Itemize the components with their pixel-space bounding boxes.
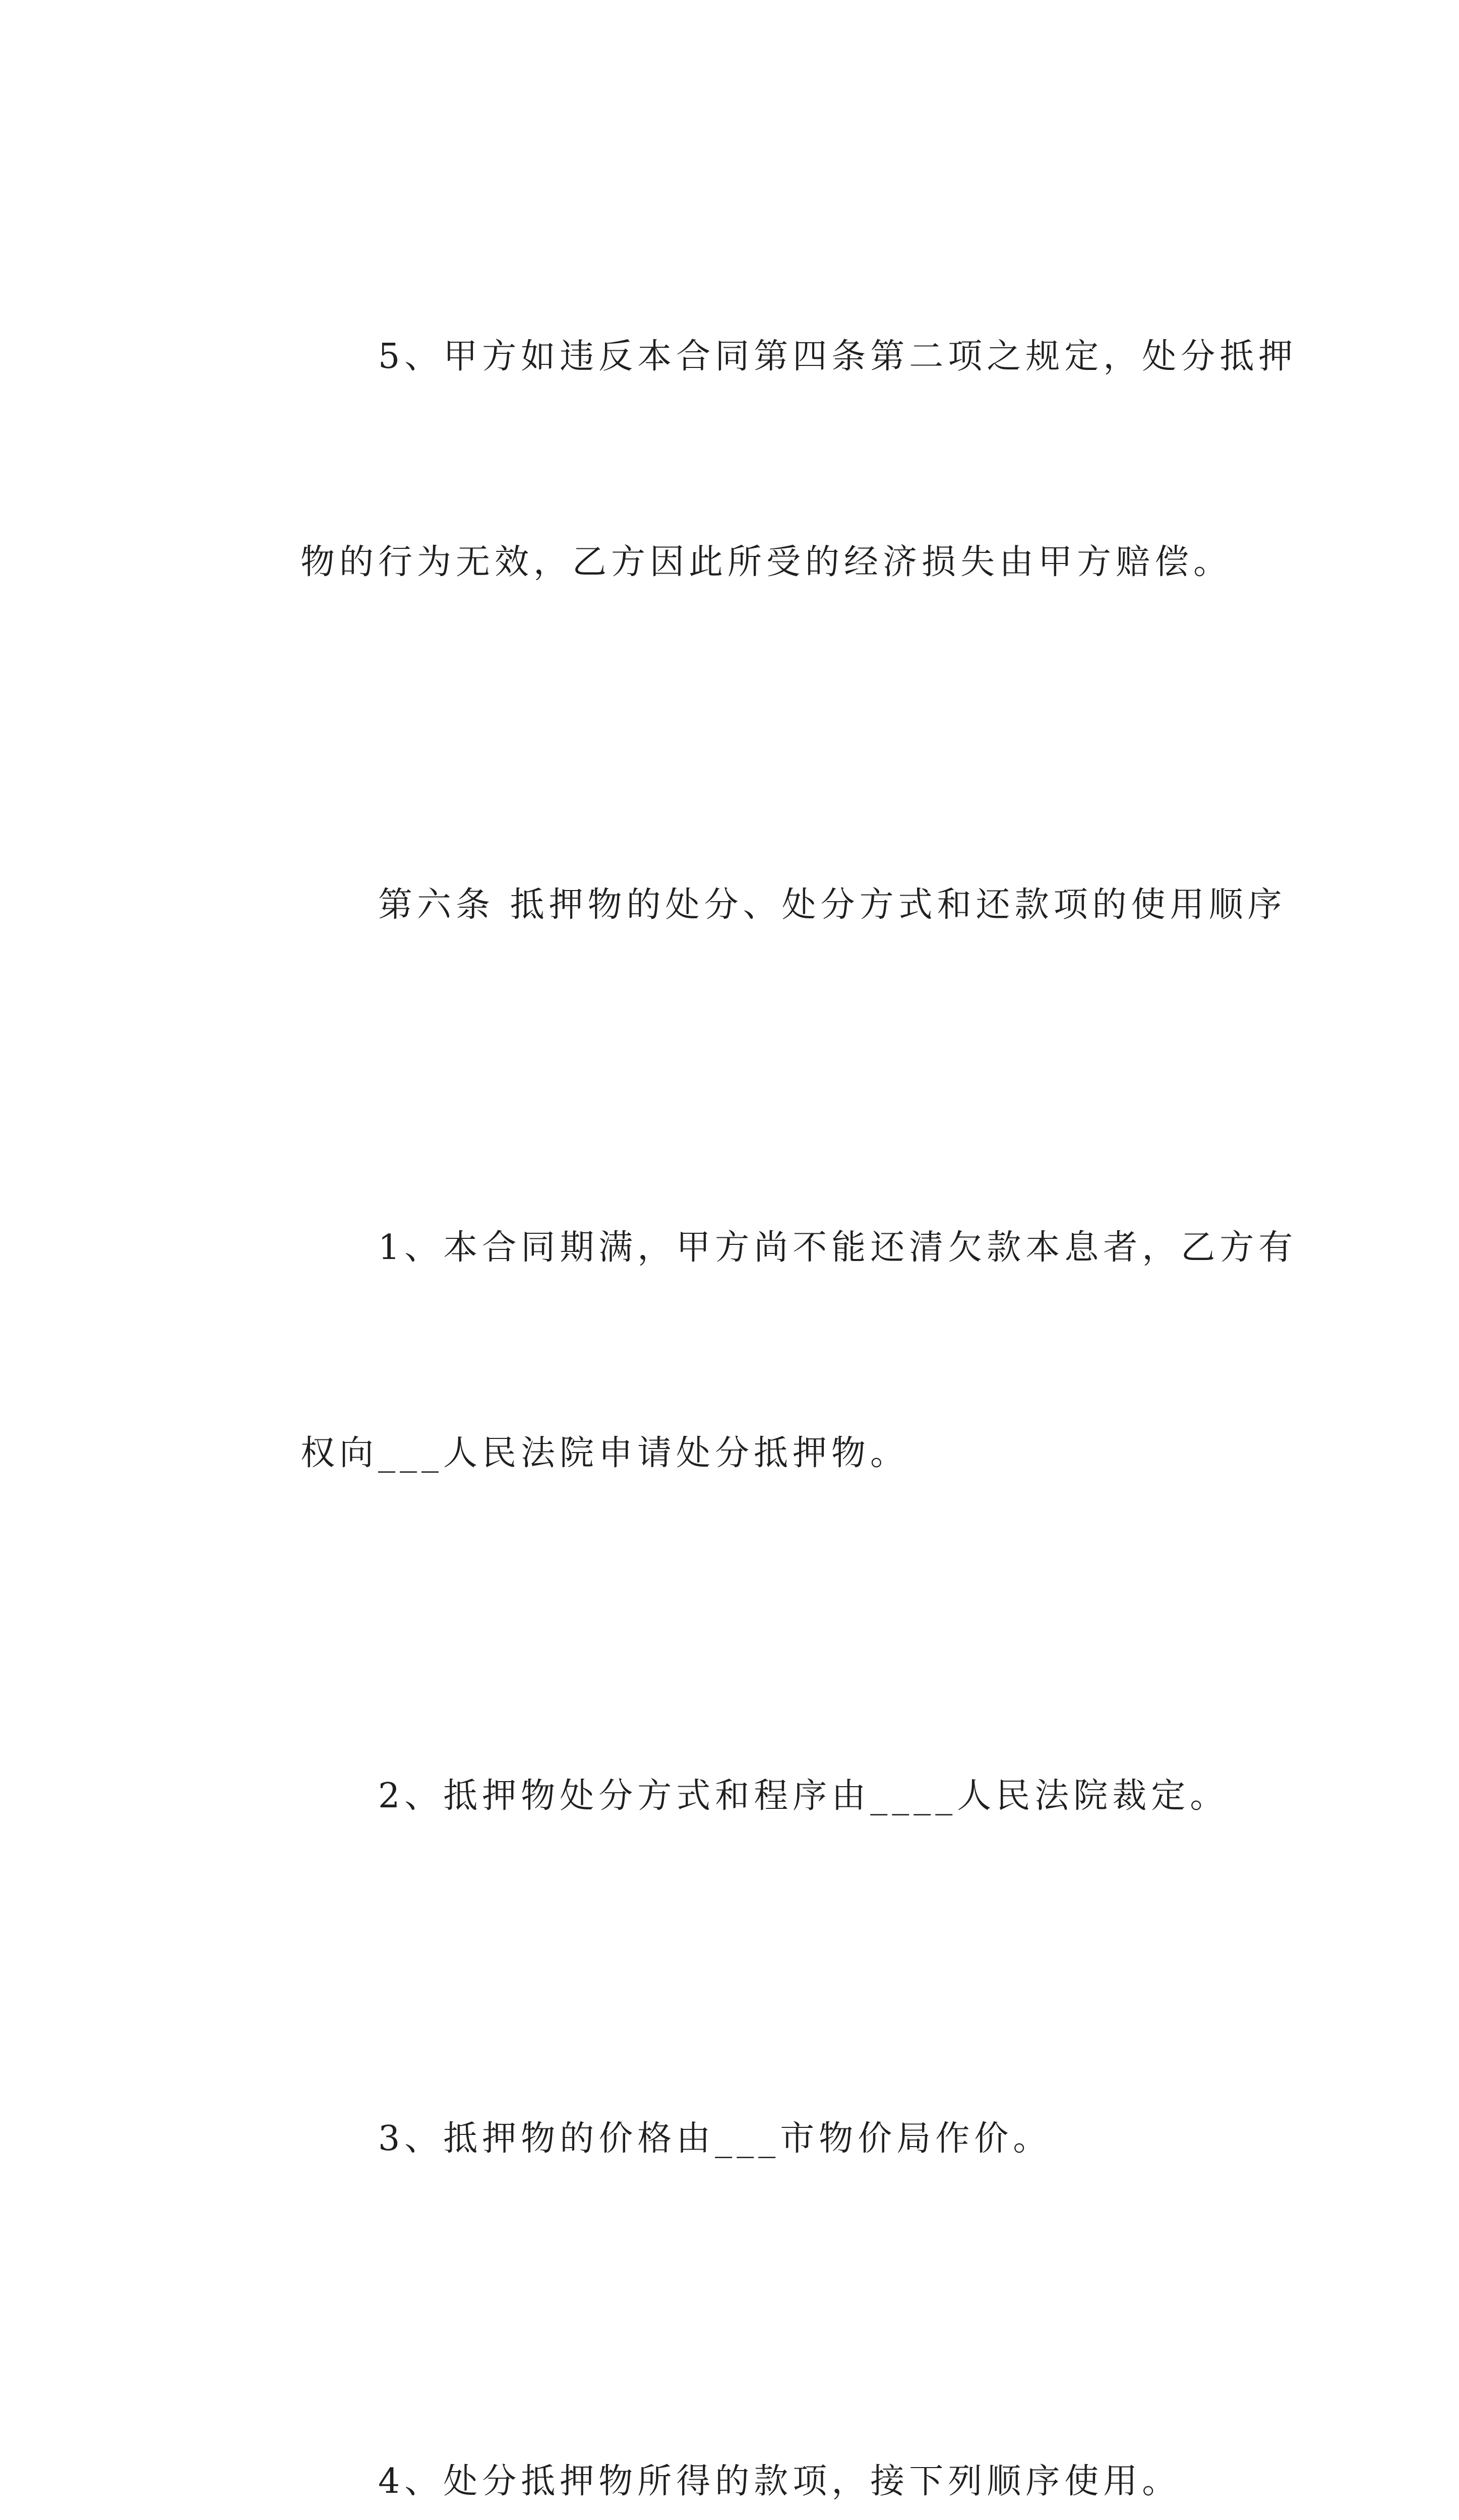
text-line: 3、抵押物的价格由___市物价局作价。 [378,2119,1052,2159]
paragraph [223,185,1298,734]
text-line: 物的行为无效，乙方因此所受的经济损失由甲方赔偿。 [300,542,1233,582]
paragraph [223,1077,1298,1625]
text-line: 4、处分抵押物所得的款项，接下列顺序使用。 [378,2462,1181,2501]
paragraph [223,1968,1236,2310]
text-line: 2、抵押物处分方式和程序由____人民法院裁定。 [378,1776,1229,1816]
paragraph [223,1625,1236,1968]
document-body [223,185,1298,2520]
text-line: 1、本合同期满，甲方尚不能还清欠款本息者，乙方有 [378,1228,1298,1268]
paragraph [223,2310,1236,2520]
text-line: 第六条 抵押物的处分、处分方式和还款项的使用顺序 [378,885,1287,925]
section-heading [223,734,1287,1077]
text-line: 5、甲方如违反本合同第四条第二项之规定，处分抵押 [378,337,1298,376]
text-line: 权向___人民法院申请处分抵押物。 [300,1433,909,1473]
